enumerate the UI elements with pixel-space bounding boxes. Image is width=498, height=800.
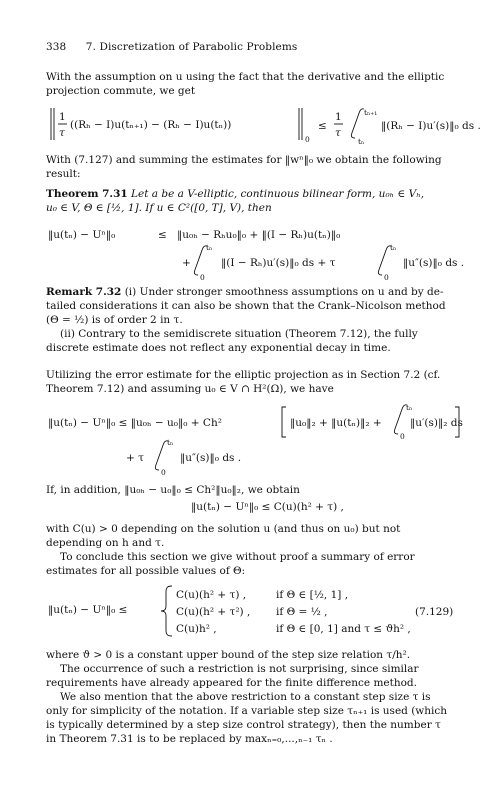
integral-upper-limit: tₙ₊₁ <box>364 108 378 117</box>
page-number: 338 <box>46 41 67 53</box>
integrand: ‖(I − Rₕ)u′(s)‖₀ ds + τ <box>221 257 336 269</box>
text-line: in Theorem 7.31 is to be replaced by maxₙ₌₀,...,ₙ₋₁ τₙ . <box>46 733 333 745</box>
case-3: C(u)h² , <box>176 623 217 635</box>
integrand: ‖u″(s)‖₀ ds . <box>180 452 242 464</box>
relation-symbol: ≤ <box>318 120 327 132</box>
condition-1: if Θ ∈ [½, 1] , <box>276 589 349 601</box>
running-header <box>46 41 297 53</box>
integral-upper-limit: tₙ <box>390 243 397 252</box>
norm-subscript: 0 <box>305 135 310 144</box>
case-1: C(u)(h² + τ) , <box>176 589 247 601</box>
bracket-content: ‖u₀‖₂ + ‖u(tₙ)‖₂ + <box>290 417 382 429</box>
equation-row-1: ‖u₀ₕ − Rₕu₀‖₀ + ‖(I − Rₕ)u(tₙ)‖₀ <box>177 229 341 241</box>
equation-1 <box>46 104 481 150</box>
remark-label: Remark 7.32 <box>46 286 122 298</box>
text-line: discrete estimate does not reflect any exponential decay in time. <box>46 342 391 354</box>
equation-lhs: ‖u(tₙ) − Uⁿ‖₀ <box>48 229 116 241</box>
integrand: ‖u″(s)‖₀ ds . <box>403 257 465 269</box>
chapter-title: 7. Discretization of Parabolic Problems <box>85 41 298 53</box>
equation-2 <box>46 225 465 282</box>
equation-3 <box>46 400 461 478</box>
paragraph-final <box>46 648 461 746</box>
relation-symbol: ≤ <box>158 229 167 241</box>
integral-sign <box>351 109 364 138</box>
text-line: tailed considerations it can also be shown that the Crank–Nicolson method <box>46 300 446 312</box>
condition-3: if Θ ∈ [0, 1] and τ ≤ ϑh² , <box>276 623 411 635</box>
text-line: Let a be a V-elliptic, continuous bilinear form, u₀ₕ ∈ Vₕ, <box>131 188 425 200</box>
text-line: Theorem 7.12) and assuming u₀ ∈ V ∩ H²(Ω), we have <box>46 383 334 395</box>
text-line: To conclude this section we give without proof a summary of error <box>60 551 415 563</box>
text-line: The occurrence of such a restriction is not surprising, since similar <box>60 663 419 675</box>
text-line: depending on h and τ. <box>46 537 165 549</box>
paragraph-utilizing <box>46 368 461 396</box>
text-line: (i) Under stronger smoothness assumptions on u and by de- <box>124 286 444 298</box>
equation-body: ‖u(tₙ) − Uⁿ‖₀ ≤ C(u)(h² + τ) , <box>191 501 344 513</box>
paragraph-summing <box>46 153 461 181</box>
text-line: We also mention that the above restriction to a constant step size τ is <box>60 691 431 703</box>
equation-4 <box>46 497 461 517</box>
text-line: requirements have already appeared for the finite difference method. <box>46 677 417 689</box>
text-line: With (7.127) and summing the estimates for ‖wⁿ‖₀ we obtain the following <box>46 154 442 166</box>
text-line: result: <box>46 168 81 180</box>
integral-lower-limit: 0 <box>384 273 389 282</box>
frac-denominator: τ <box>59 127 65 139</box>
paragraph-intro <box>46 70 461 98</box>
left-brace <box>161 586 172 636</box>
integral-lower-limit: 0 <box>161 468 166 477</box>
equation-lhs: ‖u(tₙ) − Uⁿ‖₀ ≤ ‖u₀ₕ − u₀‖₀ + Ch² <box>48 417 222 429</box>
integral-upper-limit: tₙ <box>406 403 413 412</box>
text-line: projection commute, we get <box>46 85 196 97</box>
theorem-statement <box>46 187 461 215</box>
text-line: only for simplicity of the notation. If a variable step size τₙ₊₁ is used (which <box>46 705 448 717</box>
integrand: ‖u′(s)‖₂ ds <box>410 417 463 429</box>
text-line: Utilizing the error estimate for the elliptic projection as in Section 7.2 (cf. <box>46 369 441 381</box>
text-line: With the assumption on u using the fact that the derivative and the elliptic <box>46 71 445 83</box>
integral-lower-limit: 0 <box>200 273 205 282</box>
equation-7-129 <box>46 582 461 642</box>
text-line: where ϑ > 0 is a constant upper bound of the step size relation τ/h². <box>46 649 411 661</box>
condition-2: if Θ = ½ , <box>276 606 328 618</box>
text-line: estimates for all possible values of Θ: <box>46 565 246 577</box>
frac-numerator: 1 <box>335 111 342 123</box>
paragraph-addition <box>46 483 461 497</box>
left-bracket <box>282 407 286 437</box>
equation-tag: (7.129) <box>415 606 454 618</box>
equation-row-2: + τ <box>126 452 144 464</box>
integral-lower-limit: tₙ <box>358 137 365 146</box>
remark-paragraph <box>46 285 461 355</box>
text-line: (ii) Contrary to the semidiscrete situation (Theorem 7.12), the fully <box>60 328 418 340</box>
frac-denominator: τ <box>335 127 341 139</box>
text-line: If, in addition, ‖u₀ₕ − u₀‖₀ ≤ Ch²‖u₀‖₂, we obtain <box>46 484 300 496</box>
integrand: ‖(Rₕ − I)u′(s)‖₀ ds . <box>381 120 481 132</box>
integral-upper-limit: tₙ <box>167 438 174 447</box>
frac-numerator: 1 <box>59 111 66 123</box>
plus-sign: + <box>182 257 191 269</box>
paragraph-conclusion <box>46 522 461 578</box>
equation-lhs: ((Rₕ − I)u(tₙ₊₁) − (Rₕ − I)u(tₙ)) <box>70 119 232 131</box>
case-2: C(u)(h² + τ²) , <box>176 606 251 618</box>
equation-lhs: ‖u(tₙ) − Uⁿ‖₀ ≤ <box>48 604 128 616</box>
text-line: with C(u) > 0 depending on the solution u (and thus on u₀) but not <box>46 523 401 535</box>
integral-lower-limit: 0 <box>400 432 405 441</box>
text-line: (Θ = ½) is of order 2 in τ. <box>46 314 183 326</box>
integral-upper-limit: tₙ <box>206 243 213 252</box>
text-line: is typically determined by a step size control strategy), then the number τ <box>46 719 441 731</box>
text-line: u₀ ∈ V, Θ ∈ [½, 1]. If u ∈ C²([0, T], V), then <box>46 202 272 214</box>
theorem-label: Theorem 7.31 <box>46 188 128 200</box>
